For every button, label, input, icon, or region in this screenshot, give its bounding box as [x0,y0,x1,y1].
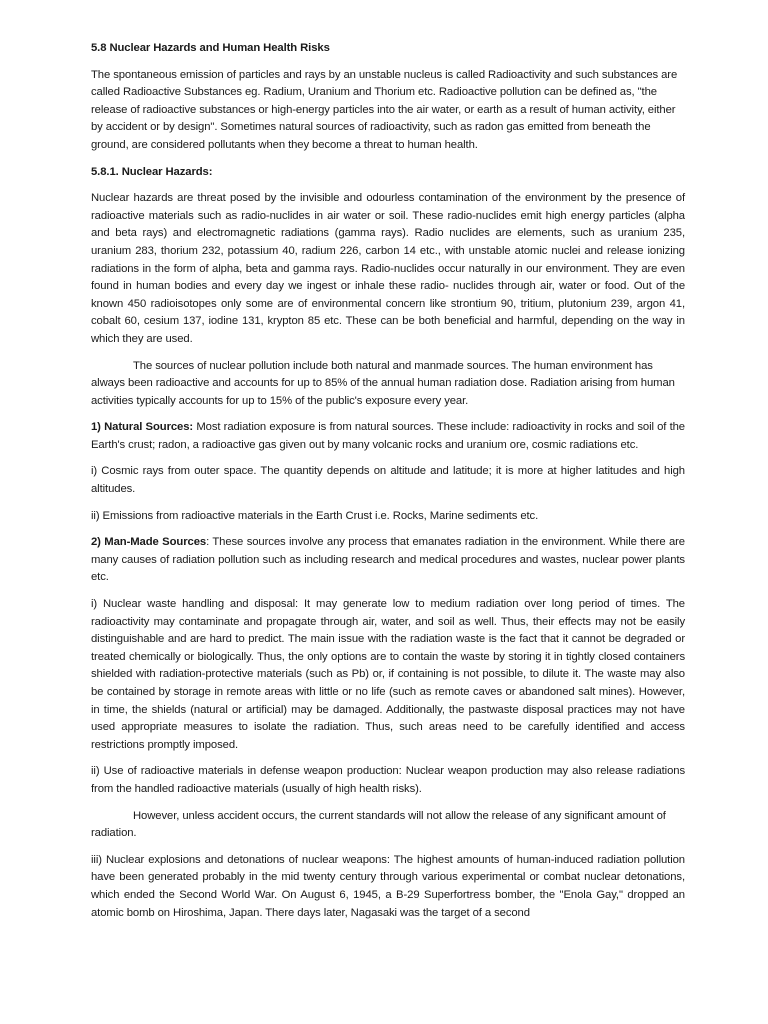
document-page [91,40,685,931]
manmade-item-defense-note: However, unless accident occurs, the current standards will not allow the release of any significant amount of radiation. [91,809,666,840]
natural-item-cosmic: i) Cosmic rays from outer space. The quantity depends on altitude and latitude; it is more at higher latitudes and high altitudes. [91,465,685,496]
nuclear-hazards-paragraph: Nuclear hazards are threat posed by the invisible and odourless contamination of the environment by the presence of radioactive materials such as radio-nuclides in air water or soil. These radio-nuclides emit high energy particles (alpha and beta rays) and electromagnetic radiations (gamma rays). Radio nuclides are elements, such as uranium 235, uranium 283, thorium 232, potassium 40, radium 226, carbon 14 etc., with unstable atomic nuclei and release ionizing radiations in the form of alpha, beta and gamma rays. Radio-nuclides occur naturally in our environment. They are even found in human bodies and every day we ingest or inhale these radio- nuclides through air, water or food. Out of the known 450 radioisotopes only some are of environmental concern like strontium 90, tritium, plutonium 239, argon 41, cobalt 60, cesium 137, iodine 131, krypton 85 etc. These can be both beneficial and harmful, depending on the way in which they are used. [91,192,685,345]
natural-sources-text: Most radiation exposure is from natural sources. These include: radioactivity in rocks and soil of the Earth's crust; radon, a radioactive gas given out by many volcanic rocks and uranium ore, cosmic radiations etc. [91,421,685,451]
manmade-sources-lead: 2) Man-Made Sources [91,536,207,549]
sources-paragraph: The sources of nuclear pollution include both natural and manmade sources. The human environment has always been radioactive and accounts for up to 85% of the annual human radiation dose. Radiation arising from human activities typically accounts for up to 15% of the public's exposure every year. [91,359,675,407]
natural-sources-lead: 1) Natural Sources: [91,421,194,434]
manmade-sources-paragraph [91,534,685,587]
manmade-item-waste: i) Nuclear waste handling and disposal: It may generate low to medium radiation over long period of times. The radioactivity may contaminate and propagate through air, water, and soil as well. Thus, their effects may not be easily distinguishable and are hard to predict. The main issue with the radiation waste is the fact that it cannot be degraded or treated chemically or biologically. Thus, the only options are to contain the waste by storing it in tightly closed containers shielded with radiation-protective materials (such as Pb) or, if containing is not possible, to dilute it. The waste may also be contained by storage in remote areas with little or no life (such as remote caves or abandoned salt mines). However, in time, the shields (natural or artificial) may be damaged. Additionally, the pastwaste disposal practices may not have used appropriate measures to isolate the radiation. Thus, such areas need to be carefully identified and access restrictions promptly imposed. [91,598,685,751]
subsection-title: 5.8.1. Nuclear Hazards: [91,165,213,178]
intro-paragraph: The spontaneous emission of particles and rays by an unstable nucleus is called Radioactivity and such substances are called Radioactive Substances eg. Radium, Uranium and Thorium etc. Radioactive pollution can be defined as, "the release of radioactive substances or high-energy particles into the air water, or earth as a result of human activity, either by accident or by design". Sometimes natural sources of radioactivity, such as radon gas emitted from beneath the ground, are considered pollutants when they become a threat to human health. [91,68,678,151]
natural-item-crust: ii) Emissions from radioactive materials in the Earth Crust i.e. Rocks, Marine sediments etc. [91,509,539,522]
manmade-item-defense: ii) Use of radioactive materials in defense weapon production: Nuclear weapon production may also release radiations from the handled radioactive materials (usually of high health risks). [91,765,685,795]
natural-sources-paragraph [91,419,685,454]
manmade-sources-text: : These sources involve any process that emanates radiation in the environment. While there are many causes of radiation pollution such as including research and medical procedures and wastes, nuclear power plants etc. [91,536,685,584]
manmade-item-explosions: iii) Nuclear explosions and detonations of nuclear weapons: The highest amounts of human-induced radiation pollution have been generated probably in the mid twenty century through various experimental or combat nuclear detonations, which ended the Second World War. On August 6, 1945, a B-29 Superfortress bomber, the "Enola Gay," dropped an atomic bomb on Hiroshima, Japan. There days later, Nagasaki was the target of a second [91,853,685,919]
section-title: 5.8 Nuclear Hazards and Human Health Risks [91,42,330,54]
